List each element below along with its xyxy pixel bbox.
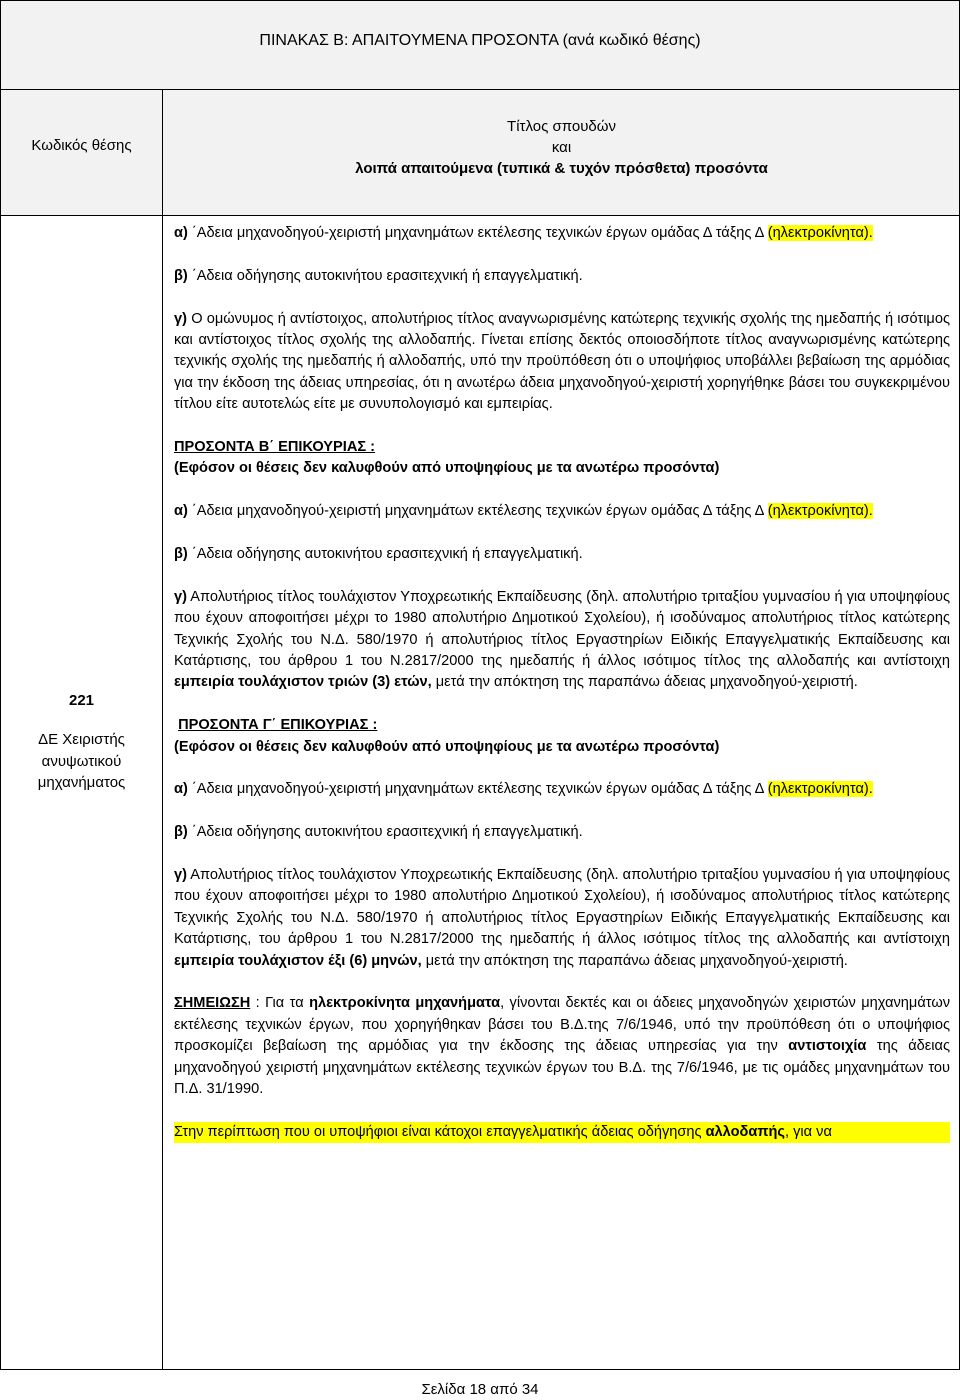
- last-text-1: Στην περίπτωση που οι υποψήφιοι είναι κάτοχοι επαγγελματικής άδειας οδήγησης: [174, 1123, 706, 1140]
- aux-c-req-c-label: γ): [174, 867, 187, 884]
- aux-b-req-c-tail: μετά την απόκτηση της παραπάνω άδειας μηχανοδηγού-χειριστή.: [431, 674, 858, 691]
- main-req-b: [174, 266, 950, 287]
- main-req-c-text: Ο ομώνυμος ή αντίστοιχος, απολυτήριος τίτλος αναγνωρισμένης κατώτερης τεχνικής σχολής της ημεδαπής ή ισότιμος και αντίστοιχος τίτλος σχολής της αλλοδαπής. Γίνεται επίσης δεκτός οποιοσδήποτε τίτλος αναγνωρισμένης κατώτερης τεχνικής σχολής της ημεδαπής ή αλλοδαπής, υπό την προϋπόθεση ότι ο υποψήφιος υποβάλλει βεβαίωση της αρμόδιας για την έκδοση της άδειας υπηρεσίας, ότι η ανωτέρω άδεια μηχανοδηγού-χειριστή χορηγήθηκε βάσει του συγκεκριμένου τίτλου είτε αυτοτελώς είτε με συνυπολογισμό και εμπειρίας.: [174, 310, 950, 413]
- aux-b-req-a: [174, 501, 950, 522]
- aux-c-req-a: [174, 779, 950, 800]
- main-req-b-label: β): [174, 267, 188, 284]
- aux-c-req-b-label: β): [174, 824, 188, 841]
- aux-b-req-c-bold: εμπειρία τουλάχιστον τριών (3) ετών,: [174, 674, 432, 691]
- main-req-a-text: ΄Αδεια μηχανοδηγού-χειριστή μηχανημάτων εκτέλεσης τεχνικών έργων ομάδας Δ τάξης Δ: [187, 225, 764, 241]
- aux-c-heading: [174, 715, 950, 736]
- aux-c-req-c-bold: εμπειρία τουλάχιστον έξι (6) μηνών,: [174, 952, 422, 969]
- column-header-title-line2: και: [551, 139, 572, 156]
- column-header-title-line3: λοιπά απαιτούμενα (τυπικά & τυχόν πρόσθετα) προσόντα: [355, 160, 768, 177]
- page-number-footer: Σελίδα 18 από 34: [421, 1381, 539, 1398]
- note-bold-1: ηλεκτροκίνητα μηχανήματα: [309, 995, 501, 1012]
- position-info: [0, 690, 163, 794]
- column-header-title: [163, 116, 960, 179]
- aux-c-req-a-text: ΄Αδεια μηχανοδηγού-χειριστή μηχανημάτων εκτέλεσης τεχνικών έργων ομάδας Δ τάξης Δ: [187, 781, 764, 798]
- aux-b-req-a-highlight: (ηλεκτροκίνητα).: [767, 503, 873, 520]
- aux-b-req-b-text: ΄Αδεια οδήγησης αυτοκινήτου ερασιτεχνική ή επαγγελματική.: [187, 546, 583, 563]
- aux-b-req-b-label: β): [174, 546, 188, 563]
- aux-b-req-a-text: ΄Αδεια μηχανοδηγού-χειριστή μηχανημάτων εκτέλεσης τεχνικών έργων ομάδας Δ τάξης Δ: [187, 503, 764, 520]
- aux-c-heading-text: ΠΡΟΣΟΝΤΑ Γ΄ ΕΠΙΚΟΥΡΙΑΣ :: [178, 717, 378, 734]
- aux-b-req-c-label: γ): [174, 588, 187, 605]
- aux-b-req-c: [174, 587, 950, 694]
- aux-b-subheading: (Εφόσον οι θέσεις δεν καλυφθούν από υποψηφίους με τα ανωτέρω προσόντα): [174, 460, 720, 477]
- main-req-a-label: α): [174, 225, 188, 241]
- last-paragraph: [174, 1122, 950, 1143]
- page-title: ΠΙΝΑΚΑΣ Β: ΑΠΑΙΤΟΥΜΕΝΑ ΠΡΟΣΟΝΤΑ (ανά κωδικό θέσης): [259, 32, 701, 49]
- note-text-2: , γίνονται δεκτές και οι άδειες μηχανοδηγών χειριστών μηχανημάτων εκτέλεσης τεχνικών έργων, που χορηγήθηκαν βάσει του Β.Δ.της 7/6/1946, υπό την προϋπόθεση ότι ο υποψήφιος προσκομίζει βεβαίωση της αρμόδιας για την έκδοσης της άδειας υπηρεσίας για την: [174, 995, 951, 1055]
- main-req-a-highlight: (ηλεκτροκίνητα).: [767, 225, 873, 241]
- note-label: ΣΗΜΕΙΩΣΗ: [174, 995, 251, 1012]
- aux-c-req-c: [174, 865, 950, 972]
- main-req-c-label: γ): [174, 310, 187, 327]
- position-name-line2: ανυψωτικού: [41, 752, 122, 770]
- main-req-a: [174, 223, 950, 244]
- aux-b-req-b: [174, 544, 950, 565]
- requirements-content: [174, 223, 950, 1143]
- aux-b-req-a-label: α): [174, 503, 188, 520]
- aux-c-req-b: [174, 822, 950, 843]
- main-req-c: [174, 309, 950, 416]
- aux-c-req-a-label: α): [174, 781, 188, 798]
- aux-c-subheading: (Εφόσον οι θέσεις δεν καλυφθούν από υποψηφίους με τα ανωτέρω προσόντα): [174, 738, 720, 755]
- position-name-line1: ΔΕ Χειριστής: [38, 731, 125, 749]
- aux-b-heading: ΠΡΟΣΟΝΤΑ Β΄ ΕΠΙΚΟΥΡΙΑΣ :: [174, 439, 376, 456]
- note-text-3: της άδειας μηχανοδηγού χειριστή μηχανημάτων εκτέλεσης τεχνικών έργων του Β.Δ. της 7/6/1946, με τις ομάδες μηχανημάτων του Π.Δ. 31/1990.: [174, 1038, 950, 1098]
- position-code: 221: [68, 692, 95, 709]
- aux-c-req-a-highlight: (ηλεκτροκίνητα).: [767, 781, 873, 798]
- aux-c-req-c-text: Απολυτήριος τίτλος τουλάχιστον Υποχρεωτικής Εκπαίδευσης (δηλ. απολυτήριο τριταξίου γυμνασίου ή για υποψηφίους που έχουν αποφοιτήσει μέχρι το 1980 απολυτήριο Δημοτικού Σχολείου), ή ισοδύναμος απολυτήριος τίτλος κατώτερης Τεχνικής Σχολής του Ν.Δ. 580/1970 ή απολυτήριος τίτλος Εργαστηρίων Ειδικής Επαγγελματικής Εκπαίδευσης και Κατάρτισης, του άρθρου 1 του Ν.2817/2000 της ημεδαπής ή άλλος ισότιμος τίτλος της αλλοδαπής και αντίστοιχη: [174, 867, 950, 948]
- last-bold: αλλοδαπής: [705, 1123, 786, 1140]
- aux-c-req-c-tail: μετά την απόκτηση της παραπάνω άδειας μηχανοδηγού-χειριστή.: [421, 952, 848, 969]
- main-req-b-text: ΄Αδεια οδήγησης αυτοκινήτου ερασιτεχνική ή επαγγελματική.: [187, 267, 583, 284]
- column-header-code: Κωδικός θέσης: [31, 137, 132, 154]
- note-bold-2: αντιστοιχία: [788, 1038, 867, 1055]
- aux-c-req-b-text: ΄Αδεια οδήγησης αυτοκινήτου ερασιτεχνική ή επαγγελματική.: [187, 824, 583, 841]
- note-paragraph: [174, 993, 950, 1100]
- position-name-line3: μηχανήματος: [37, 774, 126, 792]
- aux-b-req-c-text: Απολυτήριος τίτλος τουλάχιστον Υποχρεωτικής Εκπαίδευσης (δηλ. απολυτήριο τριταξίου γυμνασίου ή για υποψηφίους που έχουν αποφοιτήσει μέχρι το 1980 απολυτήριο Δημοτικού Σχολείου), ή ισοδύναμος απολυτήριος τίτλος κατώτερης Τεχνικής Σχολής του Ν.Δ. 580/1970 ή απολυτήριος τίτλος Εργαστηρίων Ειδικής Επαγγελματικής Εκπαίδευσης και Κατάρτισης, του άρθρου 1 του Ν.2817/2000 της ημεδαπής ή άλλος ισότιμος τίτλος της αλλοδαπής και αντίστοιχη: [174, 588, 950, 670]
- note-text-1: : Για τα: [250, 995, 310, 1012]
- last-text-2: , για να: [785, 1123, 832, 1140]
- column-header-title-line1: Τίτλος σπουδών: [507, 118, 616, 135]
